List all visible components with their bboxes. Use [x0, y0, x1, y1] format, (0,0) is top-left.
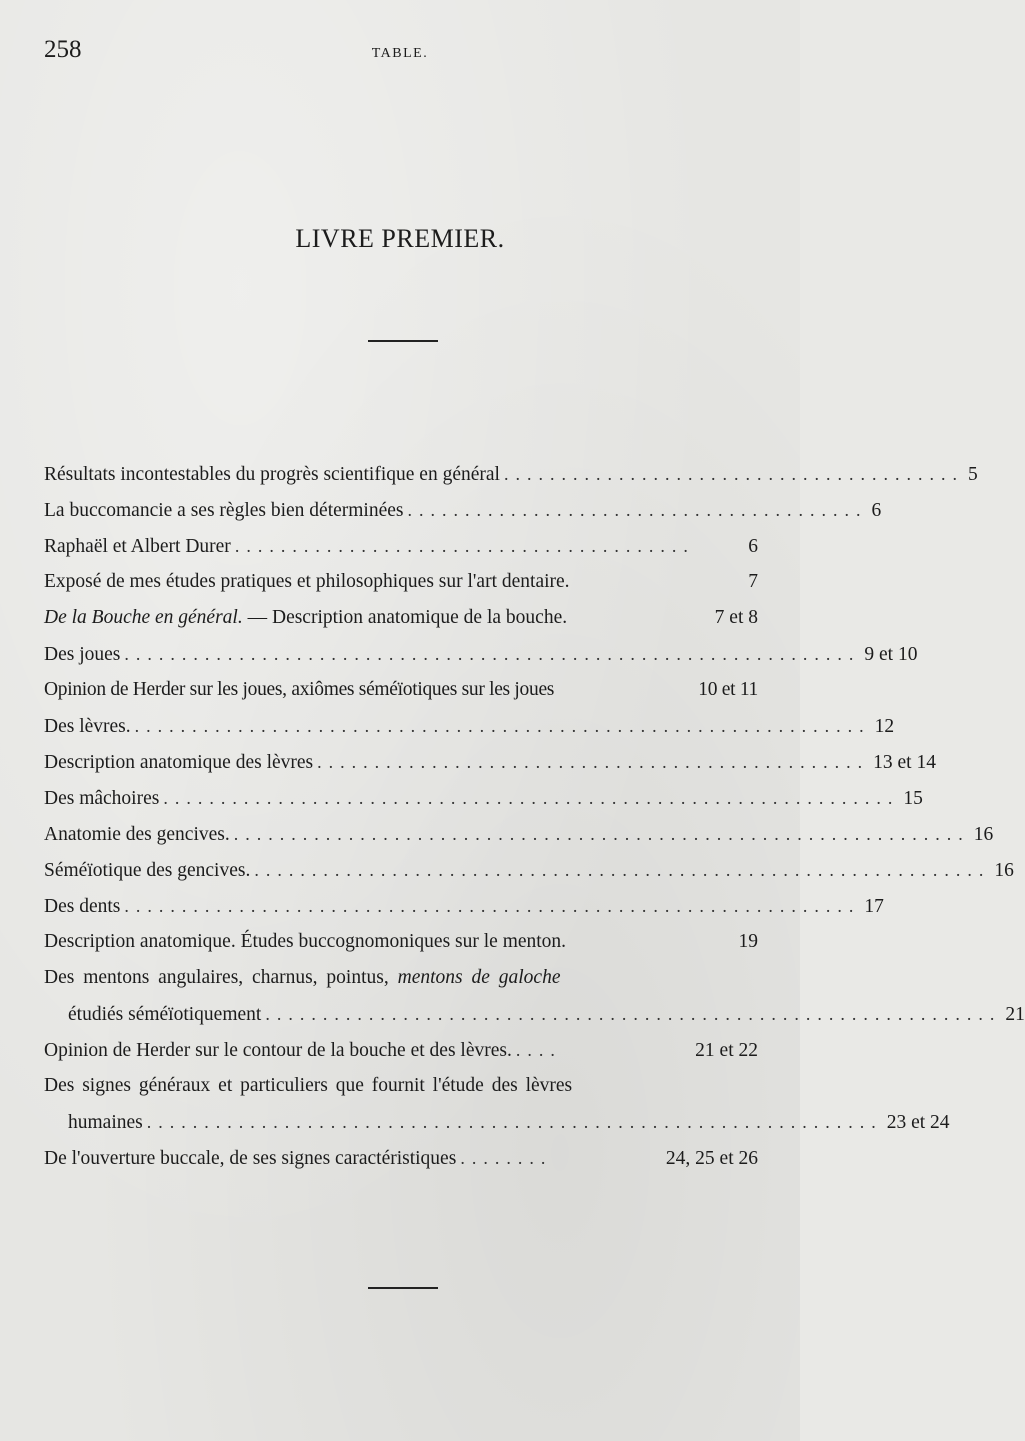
table-of-contents	[44, 456, 1025, 1176]
toc-entry-page: 24, 25 et 26	[665, 1148, 758, 1169]
toc-entry-page: 19	[738, 931, 758, 952]
top-divider	[368, 340, 438, 342]
toc-entry	[44, 960, 758, 996]
toc-entry	[44, 456, 978, 492]
dot-leader: ................................................................	[134, 716, 871, 736]
toc-entry-text: Exposé de mes études pratiques et philosophiques sur l'art dentaire.	[44, 571, 570, 592]
toc-entry-text: Des dents	[44, 896, 121, 917]
toc-entry-text: Opinion de Herder sur le contour de la bouche et des lèvres.	[44, 1040, 512, 1061]
dot-leader: ................................................................	[254, 860, 991, 880]
toc-entry-text: Des lèvres.	[44, 716, 131, 737]
toc-entry	[44, 1032, 758, 1068]
section-title: LIVRE PREMIER.	[295, 224, 505, 253]
toc-entry-text: Des joues	[44, 644, 121, 665]
toc-entry-text: Résultats incontestables du progrès scientifique en général	[44, 464, 500, 485]
toc-entry-text	[44, 960, 758, 996]
bottom-divider	[368, 1287, 438, 1289]
toc-entry-text: Anatomie des gencives.	[44, 824, 230, 845]
toc-entry	[44, 816, 994, 852]
dot-leader: ........	[460, 1148, 553, 1168]
toc-entry-start: Des mentons angulaires, charnus, pointus,	[44, 967, 389, 988]
toc-entry-text: Séméïotique des gencives.	[44, 860, 251, 881]
dot-leader: ................................................................	[265, 1004, 1002, 1024]
dot-leader: ................................................................	[233, 824, 970, 844]
toc-entry-page: 16	[994, 860, 1014, 881]
toc-entry-page: 21	[1005, 1004, 1025, 1025]
toc-entry-text: Raphaël et Albert Durer	[44, 536, 231, 557]
toc-entry-page: 21 et 22	[695, 1040, 758, 1061]
toc-entry	[44, 528, 758, 564]
toc-entry-text: De l'ouverture buccale, de ses signes caractéristiques	[44, 1148, 457, 1169]
page-number: 258	[44, 36, 82, 63]
toc-entry-page: 9 et 10	[864, 644, 918, 665]
dot-leader: ........................................	[503, 464, 964, 484]
toc-entry-page: 23 et 24	[886, 1112, 950, 1133]
toc-entry	[44, 492, 882, 528]
toc-entry-text: La buccomancie a ses règles bien déterminées	[44, 500, 404, 521]
toc-entry-page: 6	[748, 536, 758, 557]
toc-entry	[44, 888, 884, 924]
toc-entry	[44, 708, 895, 744]
dot-leader: ................................................................	[146, 1112, 883, 1132]
toc-entry	[44, 1140, 758, 1176]
toc-entry-text: Opinion de Herder sur les joues, axiômes séméïotiques sur les joues	[44, 679, 555, 700]
toc-entry-page: 7 et 8	[714, 607, 758, 628]
toc-entry	[44, 924, 758, 960]
dot-leader: ........................................	[407, 500, 868, 520]
dot-leader: ....	[515, 1040, 562, 1060]
toc-entry-text: étudiés séméïotiquement	[68, 1004, 262, 1025]
toc-entry-continuation	[44, 996, 1025, 1032]
toc-entry-continuation	[44, 1104, 950, 1140]
toc-entry	[44, 852, 1014, 888]
running-head: TABLE.	[371, 46, 429, 61]
toc-entry	[44, 672, 758, 708]
toc-entry-page: 6	[871, 500, 882, 521]
toc-entry-page: 7	[748, 571, 758, 592]
toc-entry-page: 12	[874, 716, 895, 737]
dot-leader: ................................................................	[124, 896, 861, 916]
toc-entry-text: Des signes généraux et particuliers que fournit l'étude des lèvres	[44, 1075, 573, 1096]
toc-entry	[44, 744, 936, 780]
toc-entry	[44, 564, 758, 600]
toc-entry	[44, 1068, 758, 1104]
toc-entry-page: 17	[864, 896, 884, 917]
toc-entry-text: humaines	[68, 1112, 143, 1133]
toc-entry-text: Description anatomique des lèvres	[44, 752, 314, 773]
dot-leader: ........................................	[234, 536, 695, 556]
toc-entry-text: Description anatomique. Études buccognomoniques sur le menton.	[44, 931, 567, 952]
dot-leader: ................................................	[317, 752, 870, 772]
toc-entry	[44, 780, 923, 816]
toc-entry-page: 10 et 11	[698, 679, 758, 700]
dot-leader: ................................................................	[124, 644, 861, 664]
toc-entry	[44, 636, 918, 672]
toc-entry-text	[44, 600, 567, 636]
toc-entry-rest: — Description anatomique de la bouche.	[247, 607, 568, 628]
toc-entry-italic: De la Bouche en général.	[44, 607, 243, 628]
toc-entry-text: Des mâchoires	[44, 788, 160, 809]
dot-leader: ................................................................	[163, 788, 900, 808]
toc-entry	[44, 600, 758, 636]
toc-entry-italic: mentons de galoche	[397, 967, 561, 988]
toc-entry-page: 5	[967, 464, 978, 485]
toc-entry-page: 15	[903, 788, 923, 809]
toc-entry-page: 13 et 14	[873, 752, 936, 773]
toc-entry-page: 16	[973, 824, 994, 845]
